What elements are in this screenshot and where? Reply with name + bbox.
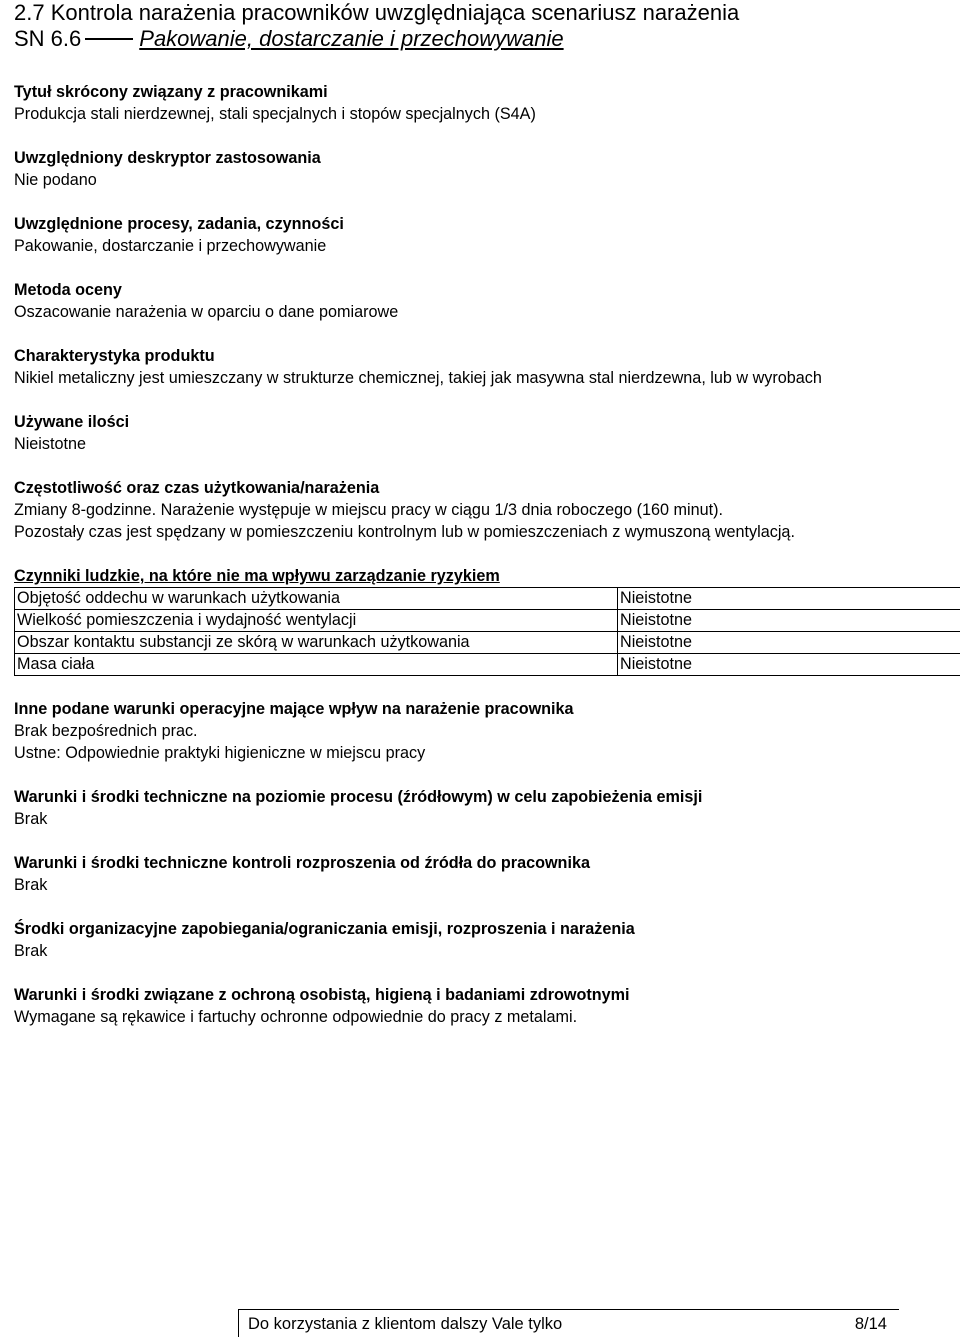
section-value: Nieistotne: [14, 433, 914, 455]
section-product: [14, 345, 914, 389]
page-footer: [238, 1309, 899, 1337]
section-value: Pakowanie, dostarczanie i przechowywanie: [14, 235, 914, 257]
table-cell-value: Nieistotne: [618, 654, 960, 676]
title-scenario-name: Pakowanie, dostarczanie i przechowywanie: [139, 26, 563, 51]
title-line-1: 2.7 Kontrola narażenia pracowników uwzględniająca scenariusz narażenia: [14, 0, 944, 26]
section-technical-process: [14, 786, 914, 830]
section-heading: Używane ilości: [14, 411, 914, 433]
title-dash: [85, 38, 133, 40]
section-heading: Częstotliwość oraz czas użytkowania/narażenia: [14, 477, 914, 499]
section-value: Brak: [14, 940, 914, 962]
table-cell-value: Nieistotne: [618, 632, 960, 654]
section-human-factors: [14, 565, 914, 676]
table-cell-value: Nieistotne: [618, 610, 960, 632]
page-title: [14, 0, 944, 52]
page-number: 8/14: [855, 1311, 887, 1338]
section-protection: [14, 984, 914, 1028]
table-row: [15, 654, 960, 676]
human-factors-table: [14, 587, 960, 676]
section-amounts: [14, 411, 914, 455]
section-short-title: [14, 81, 914, 125]
section-frequency: [14, 477, 914, 543]
table-row: [15, 632, 960, 654]
section-value: Wymagane są rękawice i fartuchy ochronne odpowiednie do pracy z metalami.: [14, 1006, 914, 1028]
section-processes: [14, 213, 914, 257]
section-heading: Środki organizacyjne zapobiegania/ograniczania emisji, rozproszenia i narażenia: [14, 918, 914, 940]
section-heading: Uwzględniony deskryptor zastosowania: [14, 147, 914, 169]
section-value: Oszacowanie narażenia w oparciu o dane pomiarowe: [14, 301, 914, 323]
table-cell-label: Obszar kontaktu substancji ze skórą w warunkach użytkowania: [15, 632, 618, 654]
table-row: [15, 610, 960, 632]
section-heading: Warunki i środki techniczne na poziomie procesu (źródłowym) w celu zapobieżenia emisji: [14, 786, 914, 808]
section-value-line-1: Zmiany 8-godzinne. Narażenie występuje w miejscu pracy w ciągu 1/3 dnia roboczego (160 minut).: [14, 499, 914, 521]
title-scenario-code: SN 6.6: [14, 26, 81, 51]
section-method: [14, 279, 914, 323]
section-heading: Warunki i środki związane z ochroną osobistą, higieną i badaniami zdrowotnymi: [14, 984, 914, 1006]
section-value-line-1: Brak bezpośrednich prac.: [14, 720, 914, 742]
section-heading: Warunki i środki techniczne kontroli rozproszenia od źródła do pracownika: [14, 852, 914, 874]
section-heading: Metoda oceny: [14, 279, 914, 301]
title-line-2: [14, 26, 944, 52]
section-heading: Inne podane warunki operacyjne mające wpływ na narażenie pracownika: [14, 698, 914, 720]
section-value-line-2: Ustne: Odpowiednie praktyki higieniczne w miejscu pracy: [14, 742, 914, 764]
table-cell-label: Wielkość pomieszczenia i wydajność wentylacji: [15, 610, 618, 632]
section-value: Brak: [14, 808, 914, 830]
section-heading: Uwzględnione procesy, zadania, czynności: [14, 213, 914, 235]
table-cell-label: Objętość oddechu w warunkach użytkowania: [15, 588, 618, 610]
section-organizational: [14, 918, 914, 962]
table-cell-value: Nieistotne: [618, 588, 960, 610]
table-row: [15, 588, 960, 610]
table-cell-label: Masa ciała: [15, 654, 618, 676]
section-heading: Tytuł skrócony związany z pracownikami: [14, 81, 914, 103]
section-value: Brak: [14, 874, 914, 896]
footer-label: Do korzystania z klientom dalszy Vale tylko: [248, 1311, 562, 1338]
section-value: Nikiel metaliczny jest umieszczany w strukturze chemicznej, takiej jak masywna stal nierdzewna, lub w wyrobach: [14, 367, 914, 389]
section-technical-dispersion: [14, 852, 914, 896]
section-value-line-2: Pozostały czas jest spędzany w pomieszczeniu kontrolnym lub w pomieszczeniach z wymuszoną wentylacją.: [14, 521, 914, 543]
document-body: [14, 81, 914, 1050]
section-value: Nie podano: [14, 169, 914, 191]
section-heading: Charakterystyka produktu: [14, 345, 914, 367]
section-value: Produkcja stali nierdzewnej, stali specjalnych i stopów specjalnych (S4A): [14, 103, 914, 125]
section-descriptor: [14, 147, 914, 191]
section-heading: Czynniki ludzkie, na które nie ma wpływu zarządzanie ryzykiem: [14, 565, 914, 587]
section-other-conditions: [14, 698, 914, 764]
